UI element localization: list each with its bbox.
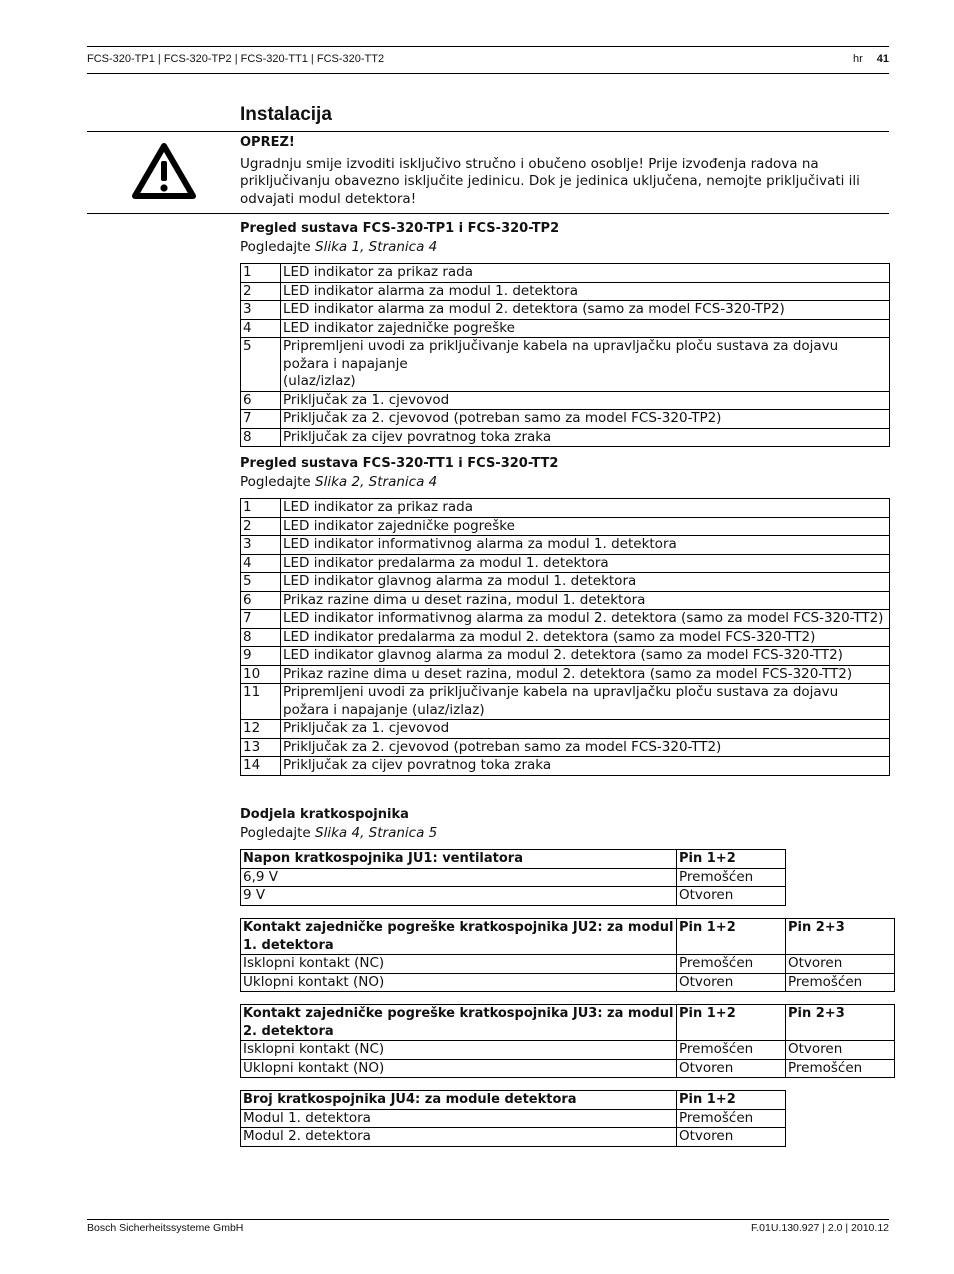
row-description: Priključak za 2. cjevovod (potreban samo za model FCS-320-TT2) [281, 738, 890, 757]
tp-overview-table [240, 263, 890, 447]
column-header-setting: Napon kratkospojnika JU1: ventilatora [241, 850, 677, 869]
row-description: Prikaz razine dima u deset razina, modul 1. detektora [281, 591, 890, 610]
row-description: Priključak za cijev povratnog toka zraka [281, 428, 890, 447]
pin-state-cell: Premošćen [677, 868, 786, 887]
row-number: 2 [241, 282, 281, 301]
table-row [241, 868, 786, 887]
row-number: 7 [241, 410, 281, 429]
table-row [241, 319, 890, 338]
table-row [241, 628, 890, 647]
row-number: 7 [241, 610, 281, 629]
header-lang: hr [852, 53, 863, 65]
row-number: 10 [241, 665, 281, 684]
row-description: Pripremljeni uvodi za priključivanje kabela na upravljačku ploču sustava za dojavu požara i napajanje (ulaz/izlaz) [281, 684, 890, 720]
table-row [241, 410, 890, 429]
ref-prefix: Pogledajte [240, 474, 316, 490]
setting-cell: Isklopni kontakt (NC) [241, 955, 677, 974]
column-header-pin: Pin 1+2 [677, 1005, 786, 1041]
row-number: 6 [241, 591, 281, 610]
table-row [241, 973, 895, 992]
row-number: 9 [241, 647, 281, 666]
jumper-table-ju3 [240, 1004, 895, 1078]
footer-docinfo: F.01U.130.927 | 2.0 | 2010.12 [751, 1222, 889, 1234]
section-tt-overview [240, 455, 558, 491]
page-header [87, 46, 889, 74]
table-row [241, 338, 890, 392]
section-jumpers [240, 806, 437, 842]
table-header-row [241, 1091, 786, 1110]
row-description: LED indikator predalarma za modul 1. detektora [281, 554, 890, 573]
row-description: Priključak za 2. cjevovod (potreban samo za model FCS-320-TP2) [281, 410, 890, 429]
column-header-pin: Pin 1+2 [677, 850, 786, 869]
pin-state-cell: Premošćen [677, 955, 786, 974]
table-row [241, 665, 890, 684]
pin-state-cell: Premošćen [786, 973, 895, 992]
row-number: 1 [241, 499, 281, 518]
setting-cell: Modul 2. detektora [241, 1128, 677, 1147]
jumper-table-ju1 [240, 849, 786, 906]
table-row [241, 554, 890, 573]
ref-link: Slika 4, Stranica 5 [315, 825, 438, 841]
row-description: Prikaz razine dima u deset razina, modul 2. detektora (samo za model FCS-320-TT2) [281, 665, 890, 684]
row-description: LED indikator zajedničke pogreške [281, 319, 890, 338]
row-number: 8 [241, 628, 281, 647]
table-row [241, 684, 890, 720]
row-description: LED indikator predalarma za modul 2. detektora (samo za model FCS-320-TT2) [281, 628, 890, 647]
page-title: Instalacija [240, 104, 332, 125]
table-row [241, 499, 890, 518]
row-number: 5 [241, 338, 281, 392]
table-row [241, 517, 890, 536]
row-description: Priključak za 1. cjevovod [281, 720, 890, 739]
row-number: 12 [241, 720, 281, 739]
pin-state-cell: Otvoren [677, 973, 786, 992]
row-description: LED indikator glavnog alarma za modul 2. detektora (samo za model FCS-320-TT2) [281, 647, 890, 666]
table-row [241, 720, 890, 739]
setting-cell: Uklopni kontakt (NO) [241, 1059, 677, 1078]
table-row [241, 391, 890, 410]
table-row [241, 282, 890, 301]
row-number: 5 [241, 573, 281, 592]
row-number: 4 [241, 319, 281, 338]
row-description: LED indikator informativnog alarma za modul 1. detektora [281, 536, 890, 555]
section-ref [240, 238, 559, 256]
table-row [241, 536, 890, 555]
column-header-setting: Broj kratkospojnika JU4: za module detektora [241, 1091, 677, 1110]
table-row [241, 591, 890, 610]
setting-cell: Modul 1. detektora [241, 1109, 677, 1128]
section-ref [240, 824, 437, 842]
column-header-pin: Pin 1+2 [677, 1091, 786, 1110]
table-header-row [241, 850, 786, 869]
section-tp-overview [240, 220, 559, 256]
setting-cell: Isklopni kontakt (NC) [241, 1041, 677, 1060]
caution-box [87, 131, 889, 214]
row-description: LED indikator informativnog alarma za modul 2. detektora (samo za model FCS-320-TT2) [281, 610, 890, 629]
table-row [241, 757, 890, 776]
row-number: 2 [241, 517, 281, 536]
ref-prefix: Pogledajte [240, 825, 316, 841]
jumper-table-ju2 [240, 918, 895, 992]
ref-link: Slika 2, Stranica 4 [315, 474, 438, 490]
table-row [241, 1059, 895, 1078]
row-description: LED indikator za prikaz rada [281, 499, 890, 518]
pin-state-cell: Premošćen [677, 1109, 786, 1128]
row-description: Priključak za cijev povratnog toka zraka [281, 757, 890, 776]
pin-state-cell: Premošćen [677, 1041, 786, 1060]
caution-text-block [240, 134, 880, 208]
row-number: 1 [241, 264, 281, 283]
row-number: 14 [241, 757, 281, 776]
column-header-pin: Pin 1+2 [677, 919, 786, 955]
table-row [241, 1041, 895, 1060]
column-header-pin: Pin 2+3 [786, 1005, 895, 1041]
row-number: 6 [241, 391, 281, 410]
header-right [853, 53, 889, 65]
page-footer [87, 1219, 889, 1234]
row-number: 3 [241, 301, 281, 320]
row-number: 3 [241, 536, 281, 555]
jumper-table-ju4 [240, 1090, 786, 1147]
warning-triangle-icon [131, 142, 197, 200]
column-header-setting: Kontakt zajedničke pogreške kratkospojnika JU3: za modul 2. detektora [241, 1005, 677, 1041]
table-row [241, 264, 890, 283]
ref-link: Slika 1, Stranica 4 [315, 239, 438, 255]
table-row [241, 573, 890, 592]
row-description: Pripremljeni uvodi za priključivanje kabela na upravljačku ploču sustava za dojavu požara i napajanje (ulaz/izlaz) [281, 338, 890, 392]
row-description: LED indikator alarma za modul 1. detektora [281, 282, 890, 301]
footer-company: Bosch Sicherheitssysteme GmbH [87, 1222, 244, 1234]
setting-cell: 6,9 V [241, 868, 677, 887]
row-number: 8 [241, 428, 281, 447]
table-row [241, 428, 890, 447]
table-header-row [241, 1005, 895, 1041]
row-description: Priključak za 1. cjevovod [281, 391, 890, 410]
row-description: LED indikator za prikaz rada [281, 264, 890, 283]
section-ref [240, 473, 558, 491]
table-row [241, 738, 890, 757]
section-title: Pregled sustava FCS-320-TT1 i FCS-320-TT2 [240, 456, 559, 471]
table-row [241, 1109, 786, 1128]
column-header-pin: Pin 2+3 [786, 919, 895, 955]
row-description: LED indikator zajedničke pogreške [281, 517, 890, 536]
pin-state-cell: Otvoren [786, 955, 895, 974]
pin-state-cell: Otvoren [677, 887, 786, 906]
pin-state-cell: Premošćen [786, 1059, 895, 1078]
page-number: 41 [876, 53, 889, 65]
row-number: 13 [241, 738, 281, 757]
row-number: 4 [241, 554, 281, 573]
setting-cell: 9 V [241, 887, 677, 906]
column-header-setting: Kontakt zajedničke pogreške kratkospojnika JU2: za modul 1. detektora [241, 919, 677, 955]
section-title: Pregled sustava FCS-320-TP1 i FCS-320-TP2 [240, 221, 560, 236]
table-row [241, 301, 890, 320]
table-row [241, 955, 895, 974]
pin-state-cell: Otvoren [677, 1059, 786, 1078]
pin-state-cell: Otvoren [786, 1041, 895, 1060]
caution-text: Ugradnju smije izvoditi isključivo stručno i obučeno osoblje! Prije izvođenja radova na priključivanju obavezno isključite jedinicu. Dok je jedinica uključena, nemojte priključivati ili odvajati modul detektora! [240, 155, 860, 207]
table-row [241, 647, 890, 666]
section-title: Dodjela kratkospojnika [240, 807, 409, 822]
table-row [241, 887, 786, 906]
tt-overview-table [240, 498, 890, 776]
row-description: LED indikator alarma za modul 2. detektora (samo za model FCS-320-TP2) [281, 301, 890, 320]
pin-state-cell: Otvoren [677, 1128, 786, 1147]
table-header-row [241, 919, 895, 955]
row-description: LED indikator glavnog alarma za modul 1. detektora [281, 573, 890, 592]
row-number: 11 [241, 684, 281, 720]
table-row [241, 610, 890, 629]
caution-title: OPREZ! [240, 135, 295, 150]
header-models: FCS-320-TP1 | FCS-320-TP2 | FCS-320-TT1 | FCS-320-TT2 [87, 53, 385, 65]
table-row [241, 1128, 786, 1147]
ref-prefix: Pogledajte [240, 239, 316, 255]
setting-cell: Uklopni kontakt (NO) [241, 973, 677, 992]
